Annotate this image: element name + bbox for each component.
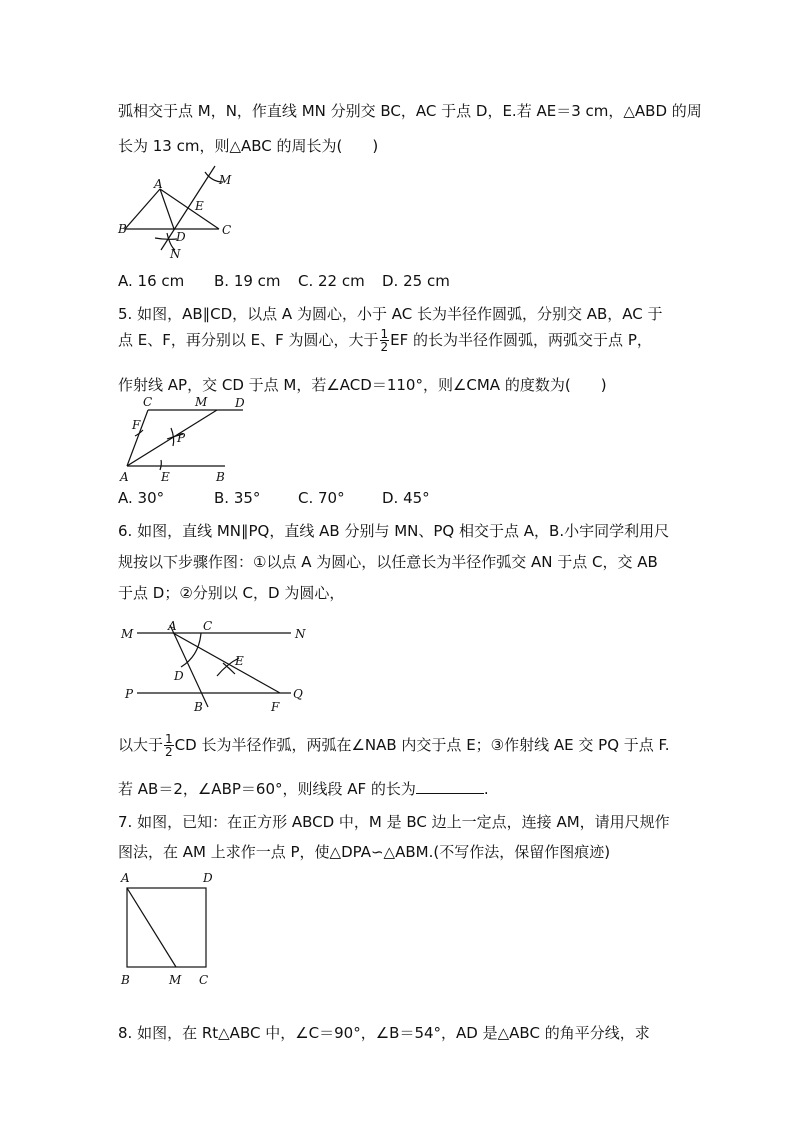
q7-label-b: B xyxy=(121,973,130,987)
q6-label-q: Q xyxy=(293,687,303,701)
q6-label-m: M xyxy=(121,627,134,641)
q6-label-d: D xyxy=(174,669,184,683)
q4-line-1: 弧相交于点 M，N，作直线 MN 分别交 BC，AC 于点 D，E.若 AE＝3 cm，△ABD 的周 xyxy=(118,102,702,120)
q6-line-1: 6. 如图，直线 MN∥PQ，直线 AB 分别与 MN、PQ 相交于点 A，B.小宇同学利用尺 xyxy=(118,522,670,540)
q6-label-e: E xyxy=(235,654,244,668)
q7-label-c: C xyxy=(199,973,209,987)
q6-figure xyxy=(115,610,320,720)
q5-choice-c[interactable]: C. 70° xyxy=(298,489,345,507)
q5-label-c: C xyxy=(143,395,153,409)
q6-label-n: N xyxy=(295,627,306,641)
q4-label-m: M xyxy=(219,173,232,187)
q7-label-d: D xyxy=(203,871,213,885)
q7-line-2: 图法，在 AM 上求作一点 P，使△DPA∽△ABM.(不写作法，保留作图痕迹) xyxy=(118,843,611,861)
q4-label-e: E xyxy=(195,199,204,213)
q6-line-5-text: 若 AB＝2，∠ABP＝60°，则线段 AF 的长为 xyxy=(118,780,416,798)
q6-label-b: B xyxy=(194,700,203,714)
q4-label-b: B xyxy=(118,222,127,236)
q5-label-e: E xyxy=(161,470,170,484)
q4-label-a: A xyxy=(154,177,163,191)
q4-choice-d[interactable]: D. 25 cm xyxy=(382,272,450,290)
q4-label-c: C xyxy=(222,223,232,237)
q5-label-d: D xyxy=(235,396,245,410)
q5-line-1: 5. 如图，AB∥CD，以点 A 为圆心，小于 AC 长为半径作圆弧，分别交 AB，AC 于 xyxy=(118,305,663,323)
q5-line-2-pre: 点 E、F，再分别以 E、F 为圆心，大于 xyxy=(118,331,379,349)
q5-line-2-post: EF 的长为半径作圆弧，两弧交于点 P， xyxy=(390,331,652,349)
q6-line-3: 于点 D；②分别以 C，D 为圆心， xyxy=(118,584,345,602)
q7-figure xyxy=(115,868,225,993)
q5-choices xyxy=(118,489,430,507)
q6-line-5 xyxy=(118,778,489,799)
q5-choice-d[interactable]: D. 45° xyxy=(382,489,430,507)
q8-line-1: 8. 如图，在 Rt△ABC 中，∠C＝90°，∠B＝54°，AD 是△ABC 的角平分线，求 xyxy=(118,1024,650,1042)
q6-label-c: C xyxy=(203,619,213,633)
q5-choice-b[interactable]: B. 35° xyxy=(214,489,261,507)
q5-label-p: P xyxy=(177,431,186,445)
q4-choice-a[interactable]: A. 16 cm xyxy=(118,272,185,290)
q5-label-m: M xyxy=(195,395,208,409)
q4-choice-b[interactable]: B. 19 cm xyxy=(214,272,281,290)
q5-figure xyxy=(115,394,255,486)
q6-label-p: P xyxy=(125,687,134,701)
q6-label-a: A xyxy=(168,619,177,633)
q6-line-4-pre: 以大于 xyxy=(118,736,164,754)
q5-line-3: 作射线 AP，交 CD 于点 M，若∠ACD＝110°，则∠CMA 的度数为( ) xyxy=(118,376,607,394)
q7-label-a: A xyxy=(121,871,130,885)
q5-label-f: F xyxy=(132,418,141,432)
q6-label-f: F xyxy=(271,700,280,714)
q6-line-4-post: CD 长为半径作弧，两弧在∠NAB 内交于点 E；③作射线 AE 交 PQ 于点 F. xyxy=(174,736,670,754)
q7-line-1: 7. 如图，已知：在正方形 ABCD 中，M 是 BC 边上一定点，连接 AM，请用尺规作 xyxy=(118,813,670,831)
q5-label-a: A xyxy=(120,470,129,484)
q4-choices xyxy=(118,272,450,290)
q4-line-2: 长为 13 cm，则△ABC 的周长为( ) xyxy=(118,137,379,155)
q6-line-4 xyxy=(118,733,670,758)
q6-answer-blank[interactable] xyxy=(416,779,484,794)
q5-line-2 xyxy=(118,328,652,353)
q6-line-2: 规按以下步骤作图：①以点 A 为圆心，以任意长为半径作弧交 AN 于点 C，交 AB xyxy=(118,553,658,571)
q4-label-n: N xyxy=(170,247,181,260)
q4-label-d: D xyxy=(176,230,186,244)
q4-choice-c[interactable]: C. 22 cm xyxy=(298,272,365,290)
q5-fraction: $\frac{1}{2}$ xyxy=(380,327,389,354)
q5-choice-a[interactable]: A. 30° xyxy=(118,489,165,507)
q6-fraction: $\frac{1}{2}$ xyxy=(165,732,173,759)
q7-label-m: M xyxy=(169,973,182,987)
q5-label-b: B xyxy=(216,470,225,484)
q6-line-5-end: . xyxy=(483,780,489,798)
q4-figure xyxy=(115,160,240,260)
